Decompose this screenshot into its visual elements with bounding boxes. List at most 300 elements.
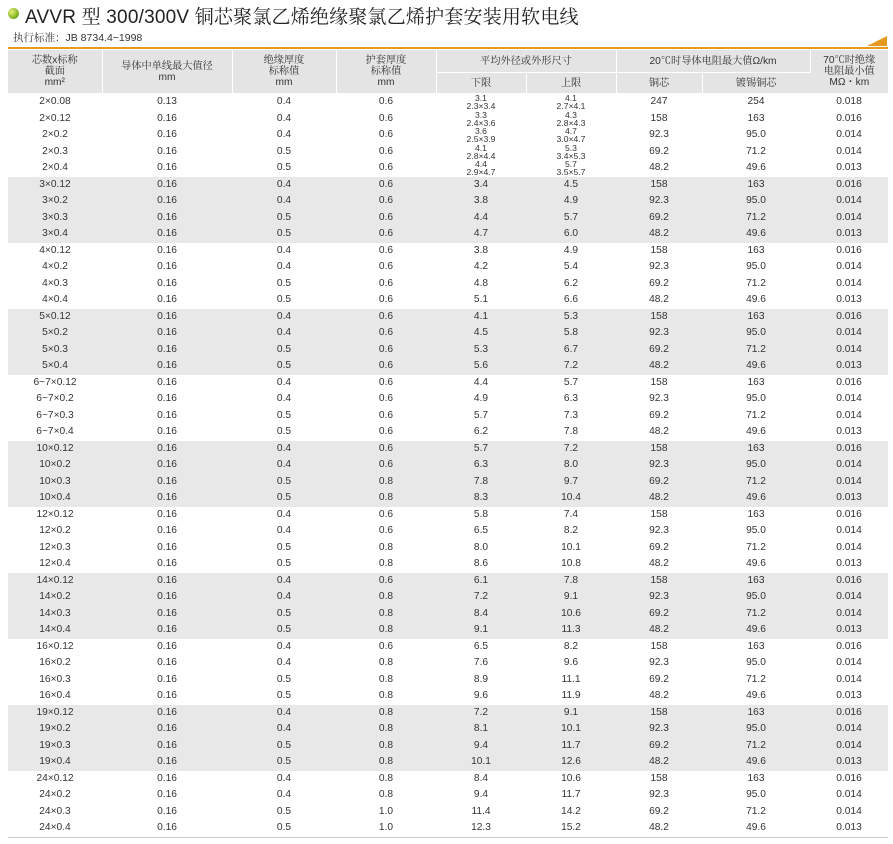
cell-resistance-copper: 48.2 [649,426,669,438]
table-row [8,210,888,227]
cell-diameter-upper: 5.7 [563,376,579,388]
cell-spec: 16×0.4 [39,690,71,702]
table-row [8,474,888,491]
cell-diameter-lower: 8.4 [436,606,526,623]
cell-diameter-upper: 7.3 [563,409,579,421]
cell-spec: 16×0.3 [39,673,71,685]
cell-resistance-plated: 49.6 [746,690,766,702]
table-row [8,771,888,788]
cell-diameter-lower: 6.5 [473,640,489,652]
standard-reference: 执行标准：JB 8734.4−1998 [13,32,143,44]
cell-diameter-lower [436,111,526,128]
cell-insulation: 0.5 [232,342,336,359]
cell-resistance-plated: 71.2 [746,277,766,289]
cell-spec: 3×0.3 [8,210,102,227]
table-row [8,589,888,606]
cell-resistance-plated: 163 [747,508,765,520]
cell-diameter-upper: 10.6 [561,772,581,784]
cell-wire-diameter: 0.16 [157,541,177,553]
cell-wire-diameter: 0.16 [157,673,177,685]
cell-resistance-copper: 247 [650,96,668,108]
cell-diameter-upper [526,144,616,161]
cell-diameter-upper: 5.4 [563,261,579,273]
cell-resistance-copper: 158 [650,772,668,784]
cell-insulation: 0.5 [232,754,336,771]
cell-resistance-copper: 48.2 [649,162,669,174]
cell-sheath: 0.6 [378,244,394,256]
cell-diameter-lower: 8.4 [473,772,489,784]
table-row [8,655,888,672]
header-sheath-line2: 标称值 [370,66,402,77]
cell-spec: 14×0.3 [8,606,102,623]
cell-diameter-upper: 11.1 [561,673,581,685]
cell-insulation: 0.5 [276,162,292,174]
cell-resistance-copper: 69.2 [616,606,702,623]
cell-resistance-plated: 71.2 [702,474,810,491]
table-row [8,787,888,804]
cell-diameter-lower: 5.3 [436,342,526,359]
cell-sheath: 0.6 [378,525,394,537]
cell-sheath: 0.8 [378,541,394,553]
cell-sheath: 0.6 [378,112,394,124]
cell-sheath: 0.6 [378,277,394,289]
cell-insulation: 0.5 [276,145,292,157]
table-row [8,144,888,161]
cell-diameter-lower: 6.3 [436,457,526,474]
cell-insulation: 0.4 [232,457,336,474]
cell-insulation-resistance: 0.013 [810,622,888,639]
header-insulation-line1: 绝缘厚度 [263,55,305,66]
green-dot-icon [8,8,19,19]
cell-diameter-upper: 10.6 [526,606,616,623]
cell-wire-diameter: 0.16 [157,376,177,388]
table-row [8,193,888,210]
cell-resistance-copper: 69.2 [616,474,702,491]
cell-sheath: 0.6 [378,294,394,306]
cell-resistance-plated: 163 [702,441,810,458]
cell-insulation-resistance: 0.014 [810,457,888,474]
cell-diameter-upper [526,127,616,144]
cell-wire-diameter: 0.16 [157,145,177,157]
table-row [8,160,888,177]
cell-diameter-upper: 9.7 [526,474,616,491]
cell-insulation-resistance: 0.013 [836,690,862,702]
cell-resistance-plated: 71.2 [702,606,810,623]
cell-resistance-plated: 95.0 [702,325,810,342]
cell-insulation-resistance: 0.014 [836,673,862,685]
table-row [8,820,888,837]
header-insres-line2: 电阻最小值 [823,66,875,77]
cell-insulation-resistance: 0.014 [810,738,888,755]
cell-wire-diameter: 0.16 [157,294,177,306]
cell-resistance-copper: 69.2 [649,277,669,289]
cell-insulation-resistance: 0.014 [836,789,862,801]
cell-wire-diameter: 0.16 [102,325,232,342]
cell-wire-diameter: 0.16 [102,210,232,227]
cell-wire-diameter: 0.16 [102,358,232,375]
cell-sheath: 1.0 [378,822,394,834]
cell-diameter-lower: 12.3 [471,822,491,834]
cell-spec: 24×0.3 [39,805,71,817]
table-row [8,309,888,326]
cell-resistance-copper: 92.3 [649,789,669,801]
cell-diameter-upper: 7.2 [526,358,616,375]
header-wire-line1: 导体中单线最大值径 [121,60,213,72]
cell-insulation: 0.5 [276,277,292,289]
cell-sheath: 0.8 [336,754,436,771]
cell-sheath: 0.8 [336,474,436,491]
cell-sheath: 0.8 [336,606,436,623]
cell-wire-diameter: 0.16 [157,129,177,141]
cell-diameter-upper [526,111,616,128]
header-sheath-line1: 护套厚度 [365,55,407,66]
cell-diameter-lower: 8.0 [473,541,489,553]
cell-spec: 3×0.2 [8,193,102,210]
cell-diameter-lower: 3.8 [473,244,489,256]
cell-wire-diameter: 0.16 [102,738,232,755]
cell-resistance-plated: 71.2 [746,541,766,553]
table-row [8,606,888,623]
cell-resistance-copper: 48.2 [649,558,669,570]
header-insulation-unit: mm [275,77,293,88]
flat-dimensions: 2.9×4.7 [466,167,496,177]
table-row [8,804,888,821]
round-diameter: 5.3 [565,143,577,153]
cell-insulation: 0.4 [232,721,336,738]
cell-wire-diameter: 0.16 [157,690,177,702]
cell-insulation: 0.4 [276,376,292,388]
cell-spec: 14×0.12 [8,573,102,590]
cell-resistance-copper: 92.3 [649,261,669,273]
cell-resistance-plated: 163 [702,177,810,194]
cell-sheath: 0.8 [378,789,394,801]
round-diameter: 4.1 [475,143,487,153]
table-row [8,490,888,507]
cell-sheath: 0.6 [378,162,394,174]
cell-insulation-resistance: 0.014 [836,409,862,421]
cell-insulation-resistance: 0.013 [810,490,888,507]
cell-insulation-resistance: 0.014 [836,657,862,669]
cell-insulation: 0.4 [276,640,292,652]
table-row [8,639,888,656]
cell-diameter-upper: 8.0 [526,457,616,474]
cell-resistance-plated: 163 [702,309,810,326]
cell-sheath: 0.8 [336,622,436,639]
cell-spec: 24×0.2 [39,789,71,801]
cell-resistance-copper: 92.3 [649,129,669,141]
cell-diameter-lower: 4.4 [436,210,526,227]
cell-insulation-resistance: 0.014 [836,525,862,537]
cell-resistance-plated: 95.0 [702,457,810,474]
cell-insulation: 0.4 [232,589,336,606]
cell-diameter-lower: 4.7 [436,226,526,243]
cell-sheath: 1.0 [378,805,394,817]
cell-spec: 6~7×0.4 [36,426,74,438]
cell-spec: 2×0.12 [39,112,71,124]
table-row [8,441,888,458]
cell-insulation-resistance: 0.014 [810,474,888,491]
cell-resistance-copper: 48.2 [616,226,702,243]
cell-diameter-lower: 9.4 [436,738,526,755]
cell-wire-diameter: 0.16 [157,822,177,834]
cell-diameter-upper [526,160,616,177]
cell-insulation: 0.4 [276,657,292,669]
cell-diameter-lower [436,160,526,177]
cell-sheath: 0.8 [336,721,436,738]
cell-insulation: 0.4 [232,309,336,326]
cell-diameter-lower [436,94,526,111]
cell-resistance-copper: 69.2 [616,738,702,755]
cell-resistance-copper: 158 [650,508,668,520]
cell-insulation-resistance: 0.014 [836,805,862,817]
cell-sheath: 0.6 [378,129,394,141]
cell-sheath: 0.8 [336,589,436,606]
cell-wire-diameter: 0.16 [157,162,177,174]
cell-spec: 12×0.2 [39,525,71,537]
cell-diameter-lower: 8.9 [473,673,489,685]
cell-insulation-resistance: 0.016 [836,640,862,652]
cell-sheath: 0.6 [336,210,436,227]
cell-diameter-upper: 6.0 [526,226,616,243]
header-cores-line2: 截面 [44,66,65,77]
table-row [8,523,888,540]
cell-spec: 2×0.4 [42,162,68,174]
table-row [8,177,888,194]
cell-resistance-copper: 158 [616,441,702,458]
cell-spec: 6~7×0.12 [33,376,77,388]
cell-resistance-plated: 163 [747,772,765,784]
cell-wire-diameter: 0.16 [102,721,232,738]
header-resistance-group: 20℃时导体电阻最大值Ω/km [616,50,810,73]
cell-diameter-lower: 5.7 [473,409,489,421]
cell-diameter-lower: 5.7 [436,441,526,458]
cell-diameter-lower: 9.4 [473,789,489,801]
cell-spec: 24×0.12 [36,772,74,784]
round-diameter: 4.1 [565,93,577,104]
cell-resistance-plated: 49.6 [746,822,766,834]
cell-spec: 6~7×0.2 [36,393,74,405]
header-insulation [232,50,336,94]
round-diameter: 3.6 [475,127,487,137]
cell-wire-diameter: 0.16 [157,772,177,784]
page-title: AVVR 型 300/300V 铜芯聚氯乙烯绝缘聚氯乙烯护套安装用软电线 [25,7,579,28]
cell-diameter-upper: 11.7 [526,738,616,755]
cell-insulation: 0.4 [232,325,336,342]
table-row [8,94,888,111]
cell-diameter-lower: 5.6 [436,358,526,375]
round-diameter: 3.3 [475,110,487,120]
cell-insulation: 0.5 [276,558,292,570]
cell-wire-diameter: 0.16 [157,508,177,520]
cell-wire-diameter: 0.16 [157,261,177,273]
cell-insulation-resistance: 0.016 [836,508,862,520]
round-diameter: 4.7 [565,127,577,137]
cell-insulation-resistance: 0.013 [836,426,862,438]
cell-resistance-plated: 71.2 [746,805,766,817]
cell-insulation-resistance: 0.016 [810,573,888,590]
cell-resistance-plated: 49.6 [746,426,766,438]
cell-diameter-lower: 4.2 [473,261,489,273]
cell-sheath: 0.6 [336,309,436,326]
cell-diameter-lower: 6.2 [473,426,489,438]
cell-insulation: 0.4 [276,525,292,537]
cell-diameter-upper: 6.2 [563,277,579,289]
cell-resistance-plated: 71.2 [702,210,810,227]
cell-resistance-plated: 95.0 [702,721,810,738]
cell-diameter-upper: 5.3 [526,309,616,326]
cell-resistance-plated: 95.0 [702,589,810,606]
cell-sheath: 0.8 [336,490,436,507]
header-cores-line1: 芯数x标称 [31,55,78,66]
cell-wire-diameter: 0.16 [157,805,177,817]
cell-insulation: 0.5 [232,474,336,491]
round-diameter: 4.3 [565,110,577,120]
cell-insulation-resistance: 0.016 [810,441,888,458]
cell-resistance-copper: 158 [650,640,668,652]
table-row [8,688,888,705]
cell-diameter-lower [436,144,526,161]
cell-insulation: 0.5 [276,822,292,834]
cell-diameter-lower: 7.2 [436,589,526,606]
cell-wire-diameter: 0.16 [157,244,177,256]
flat-dimensions: 2.4×3.6 [466,117,496,127]
cell-spec: 10×0.4 [8,490,102,507]
cell-wire-diameter: 0.16 [102,490,232,507]
cell-insulation: 0.4 [276,508,292,520]
cell-sheath: 0.8 [336,738,436,755]
cell-diameter-lower: 9.6 [473,690,489,702]
cell-wire-diameter: 0.16 [102,474,232,491]
cell-spec: 19×0.2 [8,721,102,738]
cell-resistance-copper: 69.2 [616,210,702,227]
cell-wire-diameter: 0.16 [102,589,232,606]
cell-insulation: 0.5 [276,690,292,702]
cell-insulation-resistance: 0.013 [810,226,888,243]
cell-resistance-plated: 71.2 [746,409,766,421]
table-row [8,408,888,425]
cell-diameter-lower: 9.1 [436,622,526,639]
cell-insulation: 0.4 [232,573,336,590]
header-insres-line1: 70℃时绝缘 [823,55,876,66]
cell-sheath: 0.6 [336,325,436,342]
cell-insulation-resistance: 0.016 [836,376,862,388]
table-row [8,622,888,639]
cell-diameter-upper: 10.1 [526,721,616,738]
table-row [8,738,888,755]
cell-insulation: 0.5 [276,409,292,421]
cell-wire-diameter: 0.16 [102,342,232,359]
cell-diameter-lower: 4.1 [436,309,526,326]
cell-insulation: 0.4 [276,393,292,405]
cell-sheath: 0.8 [378,673,394,685]
cell-resistance-plated: 49.6 [746,558,766,570]
table-row [8,226,888,243]
round-diameter: 3.1 [475,93,487,104]
cell-resistance-copper: 92.3 [616,721,702,738]
cell-spec: 14×0.4 [8,622,102,639]
cell-wire-diameter: 0.16 [102,705,232,722]
cell-sheath: 0.6 [378,640,394,652]
table-row [8,325,888,342]
cell-resistance-copper: 158 [616,573,702,590]
cell-resistance-copper: 92.3 [649,525,669,537]
cell-insulation: 0.4 [276,96,292,108]
cell-sheath: 0.6 [378,96,394,108]
cell-insulation-resistance: 0.014 [836,261,862,273]
cell-wire-diameter: 0.16 [102,193,232,210]
cell-spec: 10×0.3 [8,474,102,491]
cell-insulation-resistance: 0.016 [836,244,862,256]
cell-resistance-copper: 48.2 [649,294,669,306]
flat-dimensions: 2.3×3.4 [466,101,496,111]
cell-insulation-resistance: 0.013 [810,754,888,771]
cell-insulation-resistance: 0.013 [836,294,862,306]
header-diameter-upper: 上限 [526,73,616,94]
cell-resistance-plated: 71.2 [746,145,766,157]
table-row [8,705,888,722]
cell-spec: 5×0.4 [8,358,102,375]
cell-resistance-plated: 49.6 [702,358,810,375]
table-row [8,276,888,293]
cell-insulation-resistance: 0.014 [810,193,888,210]
cell-resistance-plated: 71.2 [702,738,810,755]
cell-wire-diameter: 0.16 [102,573,232,590]
cell-spec: 24×0.4 [39,822,71,834]
cell-insulation: 0.4 [276,244,292,256]
cell-resistance-copper: 69.2 [649,145,669,157]
table-row [8,457,888,474]
header-resistance-copper: 铜芯 [616,73,702,94]
cell-resistance-plated: 49.6 [702,226,810,243]
cell-sheath: 0.6 [378,145,394,157]
cell-resistance-copper: 158 [650,112,668,124]
cell-spec: 3×0.4 [8,226,102,243]
flat-dimensions: 2.8×4.3 [556,117,586,127]
cell-diameter-upper: 7.8 [526,573,616,590]
cell-sheath: 0.6 [378,393,394,405]
cell-insulation: 0.5 [232,358,336,375]
cell-sheath: 0.6 [336,342,436,359]
cell-resistance-plated: 49.6 [746,162,766,174]
cell-diameter-upper: 9.1 [526,589,616,606]
cell-resistance-plated: 163 [747,244,765,256]
cell-insulation: 0.4 [276,772,292,784]
cell-diameter-upper: 6.3 [563,393,579,405]
cell-diameter-upper: 15.2 [561,822,581,834]
cell-diameter-upper: 11.9 [561,690,581,702]
cell-resistance-plated: 95.0 [746,525,766,537]
cell-diameter-upper: 11.3 [526,622,616,639]
header-sheath [336,50,436,94]
flat-dimensions: 3.4×5.3 [556,150,586,160]
flat-dimensions: 2.7×4.1 [556,101,586,111]
cell-diameter-upper: 7.2 [526,441,616,458]
cell-wire-diameter: 0.16 [157,558,177,570]
cell-diameter-lower: 3.8 [436,193,526,210]
cell-resistance-plated: 95.0 [746,657,766,669]
cell-insulation: 0.5 [276,426,292,438]
header-insres-unit: MΩ・km [829,77,870,88]
cell-insulation: 0.4 [276,261,292,273]
cell-diameter-lower: 4.4 [473,376,489,388]
cell-wire-diameter: 0.16 [102,226,232,243]
cell-diameter-lower: 7.2 [436,705,526,722]
cell-diameter-upper: 6.7 [526,342,616,359]
cell-diameter-lower: 8.3 [436,490,526,507]
title-bar [8,2,888,26]
cell-insulation: 0.4 [276,129,292,141]
cell-sheath: 0.6 [336,573,436,590]
